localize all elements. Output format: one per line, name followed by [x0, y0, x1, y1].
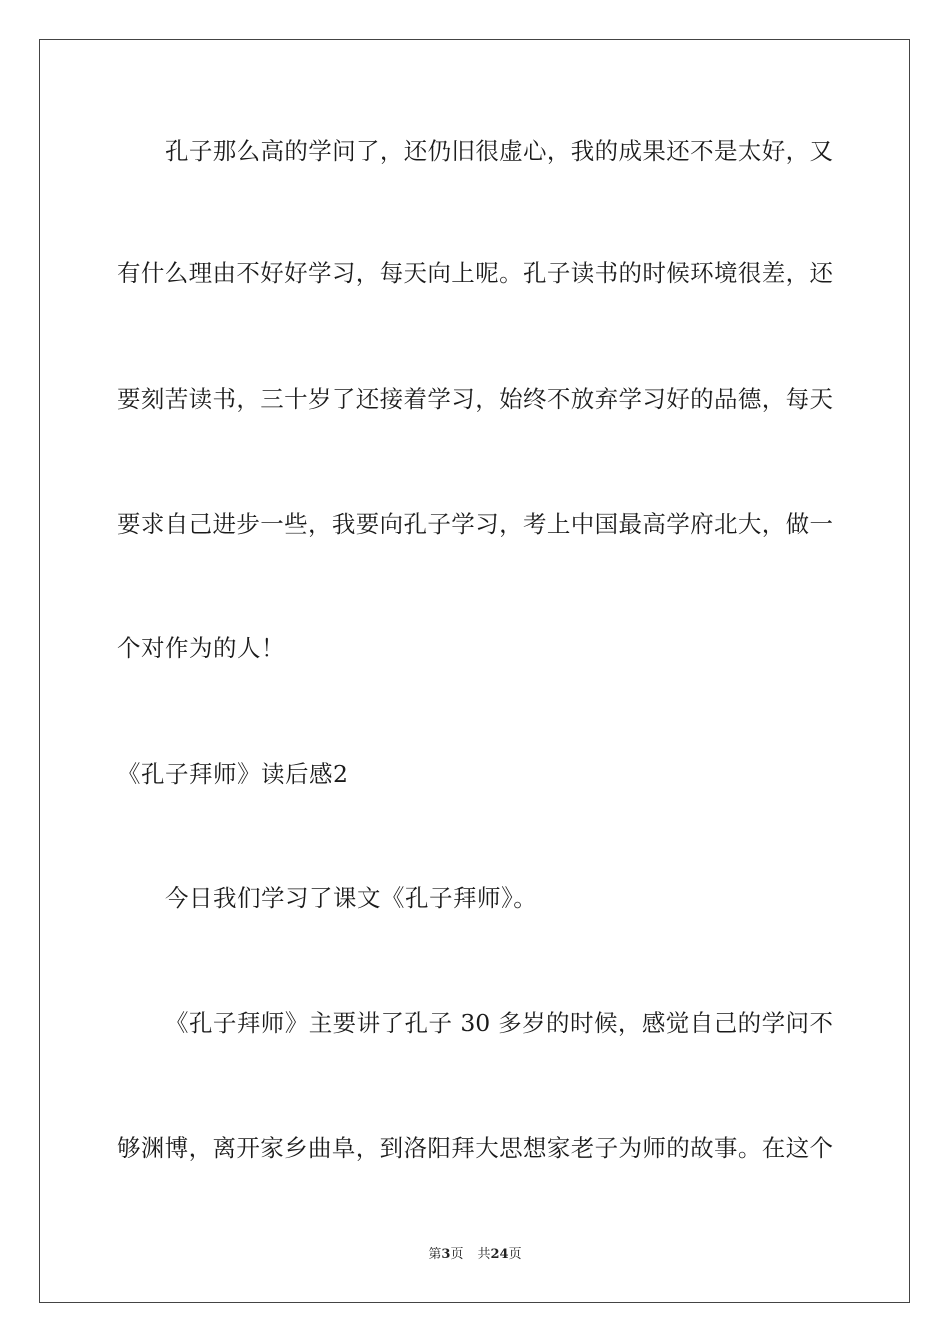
- page-frame: [39, 39, 910, 1303]
- paragraph-line-1: 孔子那么高的学问了，还仍旧很虚心，我的成果还不是太好，又: [165, 137, 833, 165]
- paragraph-line-6: 今日我们学习了课文《孔子拜师》。: [165, 884, 538, 912]
- total-prefix: 共: [477, 1247, 491, 1262]
- total-pages: 24: [490, 1247, 509, 1262]
- paragraph-line-4: 要求自己进步一些，我要向孔子学习，考上中国最高学府北大，做一: [117, 510, 833, 538]
- paragraph-line-3: 要刻苦读书，三十岁了还接着学习，始终不放弃学习好的品德，每天: [117, 385, 833, 413]
- paragraph-line-2: 有什么理由不好好学习，每天向上呢。孔子读书的时候环境很差，还: [117, 259, 833, 287]
- total-suffix: 页: [508, 1247, 522, 1262]
- paragraph-line-5: 个对作为的人！: [117, 634, 285, 662]
- paragraph-line-7: 《孔子拜师》主要讲了孔子 30 多岁的时候，感觉自己的学问不: [165, 1009, 833, 1037]
- page-suffix: 页: [450, 1247, 464, 1262]
- page-prefix: 第: [428, 1247, 442, 1262]
- page-footer: [0, 1247, 950, 1263]
- section-heading: 《孔子拜师》读后感2: [117, 760, 349, 788]
- paragraph-line-8: 够渊博，离开家乡曲阜，到洛阳拜大思想家老子为师的故事。在这个: [117, 1134, 833, 1162]
- page-number: 3: [441, 1247, 451, 1262]
